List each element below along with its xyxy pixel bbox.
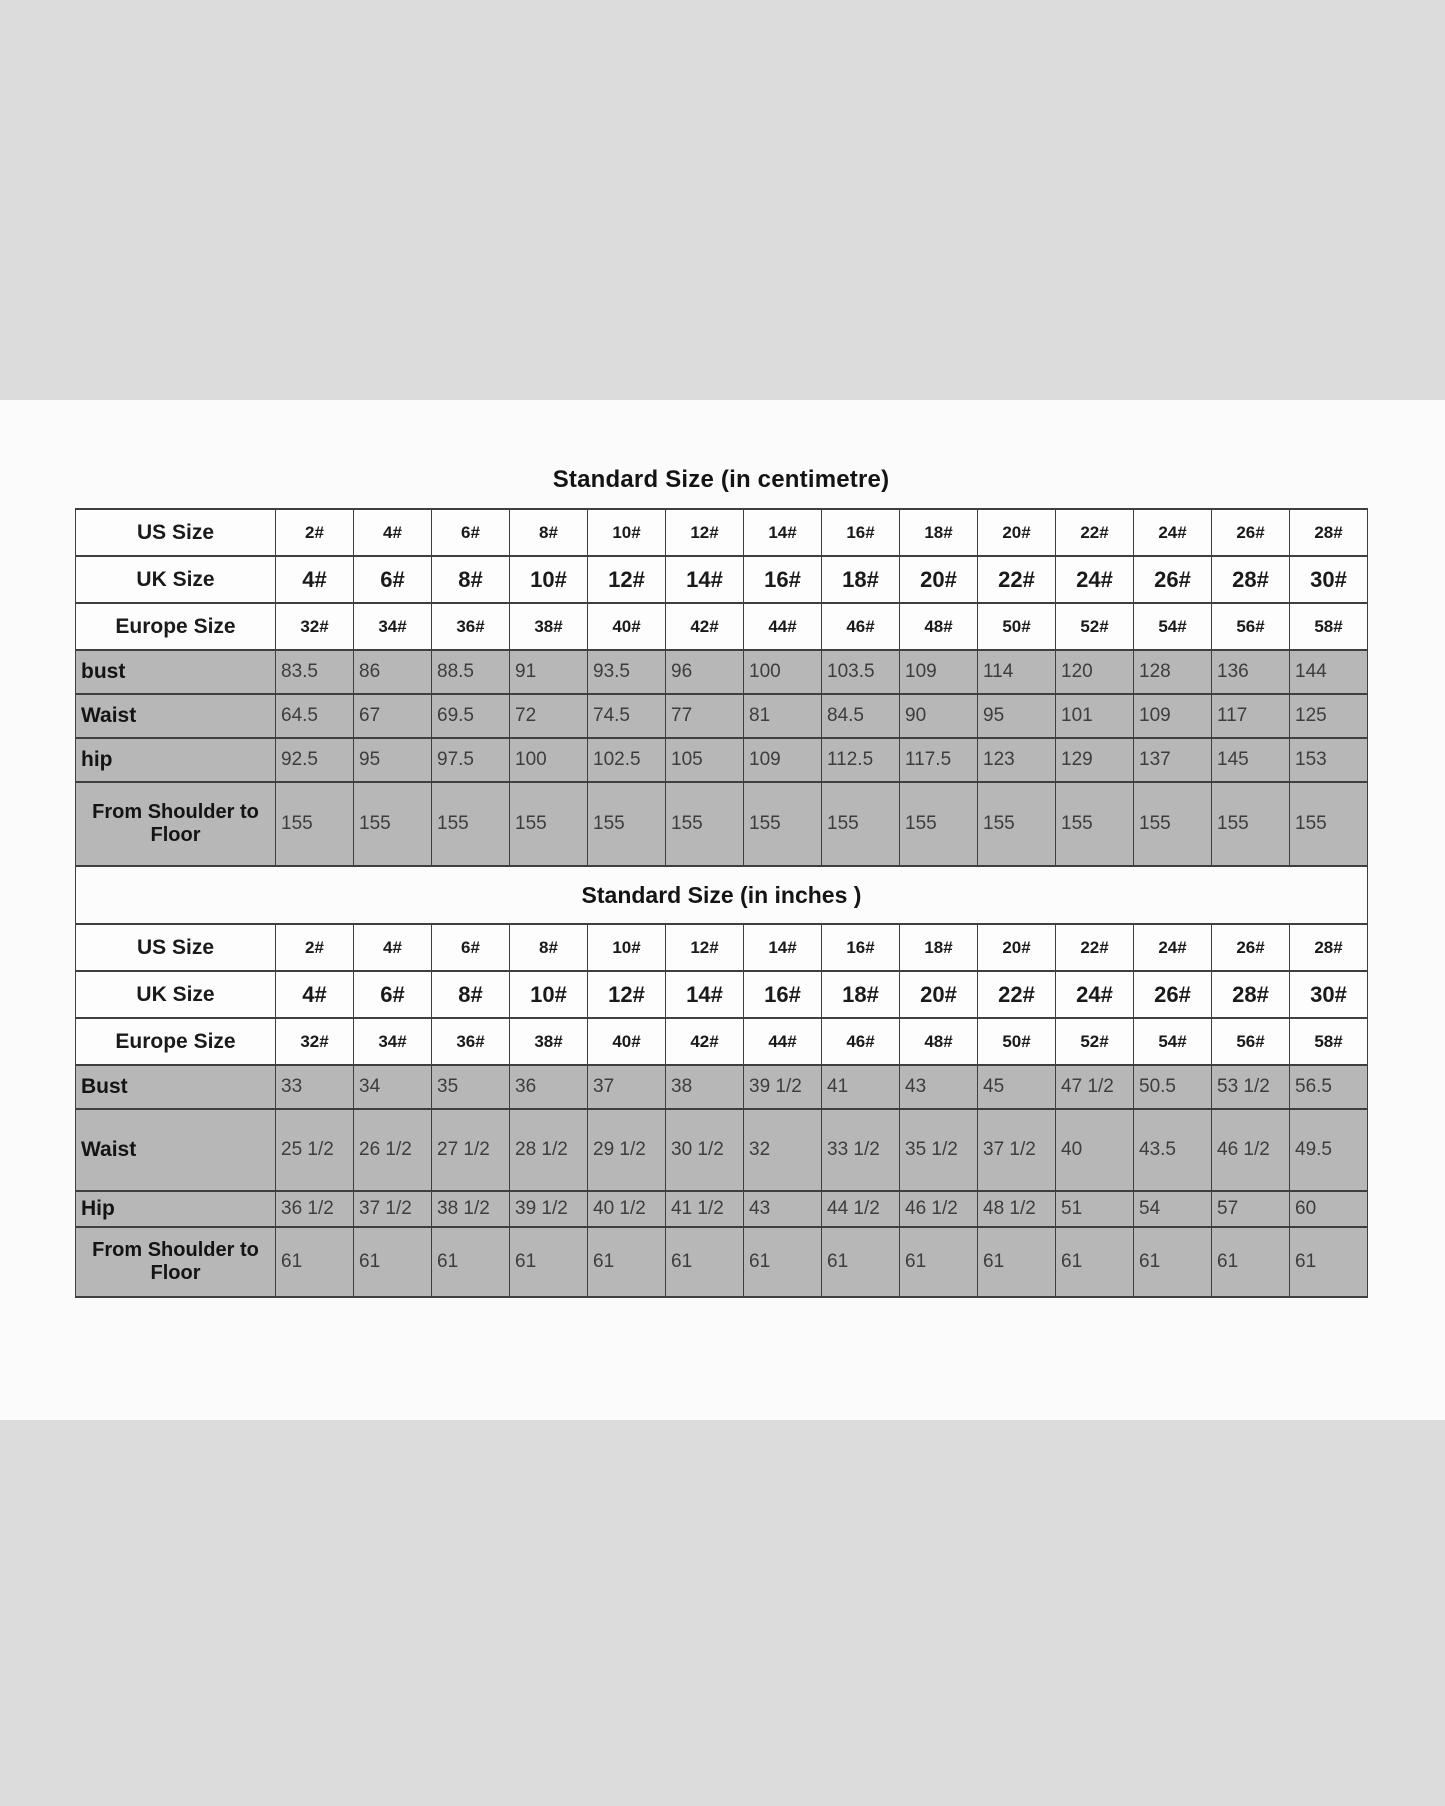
cm-bust-row-label: bust [76,650,276,694]
inch-waist-row-cell: 29 1/2 [588,1109,666,1191]
inch-europe-size-row-cell: 52# [1056,1018,1134,1065]
cm-uk-size-row-cell: 30# [1290,556,1368,603]
inch-waist-row-label: Waist [76,1109,276,1191]
cm-europe-size-row-cell: 56# [1212,603,1290,650]
inch-us-size-row-cell: 20# [978,924,1056,971]
cm-bust-row-cell: 144 [1290,650,1368,694]
cm-europe-size-row-cell: 36# [432,603,510,650]
size-chart-table [75,508,1368,1298]
inch-bust-row-cell: 45 [978,1065,1056,1109]
cm-bust-row-cell: 114 [978,650,1056,694]
inch-us-size-row-cell: 10# [588,924,666,971]
cm-hip-row-cell: 137 [1134,738,1212,782]
inch-shoulder-floor-row-cell: 61 [510,1227,588,1297]
inch-shoulder-floor-row-cell: 61 [1134,1227,1212,1297]
cm-hip-row-cell: 92.5 [276,738,354,782]
cm-europe-size-row-cell: 42# [666,603,744,650]
cm-europe-size-row-cell: 44# [744,603,822,650]
cm-table-title: Standard Size (in centimetre) [552,466,890,493]
inch-europe-size-row-cell: 44# [744,1018,822,1065]
inch-us-size-row-cell: 14# [744,924,822,971]
inch-hip-row-cell: 54 [1134,1191,1212,1227]
cm-us-size-row-cell: 8# [510,509,588,556]
inch-uk-size-row-cell: 20# [900,971,978,1018]
cm-hip-row-cell: 105 [666,738,744,782]
cm-us-size-row-cell: 4# [354,509,432,556]
cm-shoulder-floor-row-cell: 155 [354,782,432,866]
cm-waist-row-cell: 90 [900,694,978,738]
inch-hip-row-cell: 57 [1212,1191,1290,1227]
inch-hip-row-cell: 60 [1290,1191,1368,1227]
cm-shoulder-floor-row-cell: 155 [510,782,588,866]
cm-bust-row-cell: 93.5 [588,650,666,694]
cm-waist-row-cell: 67 [354,694,432,738]
inch-waist-row-cell: 28 1/2 [510,1109,588,1191]
inch-europe-size-row-cell: 54# [1134,1018,1212,1065]
inch-uk-size-row-cell: 22# [978,971,1056,1018]
inch-hip-row-cell: 39 1/2 [510,1191,588,1227]
cm-us-size-row-cell: 22# [1056,509,1134,556]
inch-europe-size-row-cell: 36# [432,1018,510,1065]
inch-europe-size-row-cell: 50# [978,1018,1056,1065]
cm-uk-size-row-label: UK Size [76,556,276,603]
inch-shoulder-floor-row-cell: 61 [900,1227,978,1297]
inch-waist-row-cell: 25 1/2 [276,1109,354,1191]
cm-uk-size-row-cell: 8# [432,556,510,603]
cm-shoulder-floor-row-cell: 155 [900,782,978,866]
cm-waist-row-cell: 81 [744,694,822,738]
cm-waist-row-cell: 117 [1212,694,1290,738]
cm-uk-size-row-cell: 4# [276,556,354,603]
inch-waist-row-cell: 37 1/2 [978,1109,1056,1191]
inch-europe-size-row-cell: 46# [822,1018,900,1065]
inch-bust-row-cell: 39 1/2 [744,1065,822,1109]
cm-shoulder-floor-row-cell: 155 [1212,782,1290,866]
cm-shoulder-floor-row-cell: 155 [588,782,666,866]
cm-europe-size-row-cell: 32# [276,603,354,650]
inch-waist-row-cell: 32 [744,1109,822,1191]
cm-waist-row-cell: 69.5 [432,694,510,738]
inch-bust-row-cell: 38 [666,1065,744,1109]
inch-waist-row-cell: 33 1/2 [822,1109,900,1191]
cm-europe-size-row-cell: 48# [900,603,978,650]
inch-bust-row-label: Bust [76,1065,276,1109]
cm-uk-size-row-cell: 20# [900,556,978,603]
cm-us-size-row-label: US Size [76,509,276,556]
cm-uk-size-row-cell: 12# [588,556,666,603]
inch-us-size-row-cell: 18# [900,924,978,971]
inch-uk-size-row-cell: 30# [1290,971,1368,1018]
cm-europe-size-row-label: Europe Size [76,603,276,650]
cm-hip-row-cell: 95 [354,738,432,782]
inch-us-size-row-cell: 6# [432,924,510,971]
inch-uk-size-row-cell: 18# [822,971,900,1018]
bottom-gray-band [0,1420,1445,1806]
inch-hip-row-cell: 41 1/2 [666,1191,744,1227]
inch-shoulder-floor-row-label: From Shoulder to Floor [76,1227,276,1297]
inch-bust-row-cell: 33 [276,1065,354,1109]
cm-shoulder-floor-row-cell: 155 [1056,782,1134,866]
cm-waist-row-label: Waist [76,694,276,738]
inch-europe-size-row-label: Europe Size [76,1018,276,1065]
cm-us-size-row-cell: 28# [1290,509,1368,556]
inch-waist-row-cell: 43.5 [1134,1109,1212,1191]
inch-hip-row-cell: 40 1/2 [588,1191,666,1227]
inch-hip-row-cell: 38 1/2 [432,1191,510,1227]
cm-us-size-row-cell: 6# [432,509,510,556]
inch-waist-row-cell: 27 1/2 [432,1109,510,1191]
cm-hip-row-cell: 102.5 [588,738,666,782]
cm-bust-row-cell: 96 [666,650,744,694]
inch-hip-row-cell: 46 1/2 [900,1191,978,1227]
cm-bust-row-cell: 120 [1056,650,1134,694]
cm-waist-row-cell: 84.5 [822,694,900,738]
inch-shoulder-floor-row-cell: 61 [666,1227,744,1297]
inch-hip-row-cell: 44 1/2 [822,1191,900,1227]
inch-shoulder-floor-row-cell: 61 [354,1227,432,1297]
inch-waist-row [76,1109,1368,1191]
cm-bust-row-cell: 103.5 [822,650,900,694]
inch-waist-row-cell: 46 1/2 [1212,1109,1290,1191]
cm-hip-row [76,738,1368,782]
inch-europe-size-row-cell: 38# [510,1018,588,1065]
cm-shoulder-floor-row-cell: 155 [978,782,1056,866]
inch-us-size-row-cell: 26# [1212,924,1290,971]
cm-shoulder-floor-row-cell: 155 [276,782,354,866]
inch-us-size-row [76,924,1368,971]
cm-uk-size-row-cell: 28# [1212,556,1290,603]
inch-hip-row-cell: 37 1/2 [354,1191,432,1227]
cm-uk-size-row-cell: 22# [978,556,1056,603]
cm-hip-row-cell: 112.5 [822,738,900,782]
inch-uk-size-row-cell: 6# [354,971,432,1018]
inch-waist-row-cell: 49.5 [1290,1109,1368,1191]
cm-bust-row-cell: 83.5 [276,650,354,694]
cm-waist-row-cell: 125 [1290,694,1368,738]
cm-shoulder-floor-row-cell: 155 [666,782,744,866]
inch-shoulder-floor-row-cell: 61 [1212,1227,1290,1297]
cm-us-size-row-cell: 10# [588,509,666,556]
inch-shoulder-floor-row-cell: 61 [744,1227,822,1297]
cm-uk-size-row [76,556,1368,603]
cm-shoulder-floor-row-cell: 155 [1290,782,1368,866]
inch-europe-size-row-cell: 48# [900,1018,978,1065]
inch-bust-row [76,1065,1368,1109]
cm-uk-size-row-cell: 16# [744,556,822,603]
cm-uk-size-row-cell: 26# [1134,556,1212,603]
inch-us-size-row-cell: 2# [276,924,354,971]
inch-uk-size-row [76,971,1368,1018]
size-table-body [76,509,1368,1297]
inch-uk-size-row-cell: 28# [1212,971,1290,1018]
cm-uk-size-row-cell: 6# [354,556,432,603]
top-gray-band [0,0,1445,400]
cm-us-size-row-cell: 26# [1212,509,1290,556]
cm-waist-row-cell: 95 [978,694,1056,738]
inch-waist-row-cell: 30 1/2 [666,1109,744,1191]
cm-us-size-row-cell: 24# [1134,509,1212,556]
cm-hip-row-cell: 153 [1290,738,1368,782]
cm-waist-row-cell: 109 [1134,694,1212,738]
cm-europe-size-row-cell: 38# [510,603,588,650]
cm-bust-row-cell: 109 [900,650,978,694]
cm-hip-row-cell: 145 [1212,738,1290,782]
cm-bust-row-cell: 128 [1134,650,1212,694]
cm-bust-row-cell: 91 [510,650,588,694]
inch-table-title: Standard Size (in inches ) [76,866,1368,924]
inch-europe-size-row-cell: 56# [1212,1018,1290,1065]
inch-us-size-row-cell: 16# [822,924,900,971]
inch-bust-row-cell: 41 [822,1065,900,1109]
inch-hip-row-cell: 51 [1056,1191,1134,1227]
inch-bust-row-cell: 56.5 [1290,1065,1368,1109]
inch-uk-size-row-cell: 14# [666,971,744,1018]
cm-bust-row-cell: 88.5 [432,650,510,694]
inch-shoulder-floor-row-cell: 61 [978,1227,1056,1297]
cm-shoulder-floor-row [76,782,1368,866]
inch-uk-size-row-cell: 26# [1134,971,1212,1018]
cm-hip-row-cell: 109 [744,738,822,782]
inch-us-size-row-cell: 8# [510,924,588,971]
size-chart-panel [0,400,1445,1420]
cm-us-size-row-cell: 18# [900,509,978,556]
inch-shoulder-floor-row-cell: 61 [432,1227,510,1297]
inch-waist-row-cell: 40 [1056,1109,1134,1191]
cm-waist-row-cell: 64.5 [276,694,354,738]
inch-us-size-row-cell: 28# [1290,924,1368,971]
cm-waist-row-cell: 74.5 [588,694,666,738]
inch-bust-row-cell: 43 [900,1065,978,1109]
inch-shoulder-floor-row-cell: 61 [588,1227,666,1297]
inch-waist-row-cell: 35 1/2 [900,1109,978,1191]
inch-uk-size-row-cell: 16# [744,971,822,1018]
inch-waist-row-cell: 26 1/2 [354,1109,432,1191]
cm-uk-size-row-cell: 18# [822,556,900,603]
cm-bust-row-cell: 100 [744,650,822,694]
inch-us-size-row-label: US Size [76,924,276,971]
inch-shoulder-floor-row-cell: 61 [1290,1227,1368,1297]
cm-uk-size-row-cell: 14# [666,556,744,603]
cm-europe-size-row-cell: 34# [354,603,432,650]
inch-europe-size-row-cell: 42# [666,1018,744,1065]
cm-hip-row-cell: 129 [1056,738,1134,782]
cm-hip-row-cell: 117.5 [900,738,978,782]
inch-bust-row-cell: 47 1/2 [1056,1065,1134,1109]
inch-uk-size-row-cell: 12# [588,971,666,1018]
cm-shoulder-floor-row-cell: 155 [822,782,900,866]
inch-europe-size-row [76,1018,1368,1065]
inch-bust-row-cell: 34 [354,1065,432,1109]
inch-bust-row-cell: 36 [510,1065,588,1109]
inch-uk-size-row-label: UK Size [76,971,276,1018]
inch-hip-row-cell: 43 [744,1191,822,1227]
inch-title-row [76,866,1368,924]
inch-hip-row-cell: 48 1/2 [978,1191,1056,1227]
inch-uk-size-row-cell: 10# [510,971,588,1018]
cm-waist-row [76,694,1368,738]
inch-europe-size-row-cell: 34# [354,1018,432,1065]
cm-uk-size-row-cell: 10# [510,556,588,603]
cm-europe-size-row-cell: 40# [588,603,666,650]
inch-uk-size-row-cell: 24# [1056,971,1134,1018]
inch-us-size-row-cell: 12# [666,924,744,971]
inch-hip-row [76,1191,1368,1227]
cm-bust-row-cell: 86 [354,650,432,694]
cm-europe-size-row-cell: 54# [1134,603,1212,650]
cm-europe-size-row [76,603,1368,650]
inch-us-size-row-cell: 22# [1056,924,1134,971]
cm-hip-row-label: hip [76,738,276,782]
inch-shoulder-floor-row [76,1227,1368,1297]
inch-europe-size-row-cell: 40# [588,1018,666,1065]
cm-us-size-row-cell: 20# [978,509,1056,556]
cm-us-size-row-cell: 14# [744,509,822,556]
cm-bust-row [76,650,1368,694]
cm-europe-size-row-cell: 58# [1290,603,1368,650]
inch-uk-size-row-cell: 8# [432,971,510,1018]
cm-hip-row-cell: 97.5 [432,738,510,782]
inch-hip-row-label: Hip [76,1191,276,1227]
cm-europe-size-row-cell: 52# [1056,603,1134,650]
inch-bust-row-cell: 37 [588,1065,666,1109]
inch-uk-size-row-cell: 4# [276,971,354,1018]
cm-waist-row-cell: 101 [1056,694,1134,738]
inch-shoulder-floor-row-cell: 61 [822,1227,900,1297]
cm-waist-row-cell: 72 [510,694,588,738]
inch-us-size-row-cell: 4# [354,924,432,971]
cm-shoulder-floor-row-cell: 155 [744,782,822,866]
cm-europe-size-row-cell: 50# [978,603,1056,650]
cm-shoulder-floor-row-cell: 155 [432,782,510,866]
inch-shoulder-floor-row-cell: 61 [1056,1227,1134,1297]
cm-europe-size-row-cell: 46# [822,603,900,650]
inch-europe-size-row-cell: 58# [1290,1018,1368,1065]
cm-waist-row-cell: 77 [666,694,744,738]
cm-us-size-row [76,509,1368,556]
inch-us-size-row-cell: 24# [1134,924,1212,971]
cm-hip-row-cell: 100 [510,738,588,782]
inch-shoulder-floor-row-cell: 61 [276,1227,354,1297]
cm-us-size-row-cell: 16# [822,509,900,556]
inch-bust-row-cell: 35 [432,1065,510,1109]
cm-bust-row-cell: 136 [1212,650,1290,694]
cm-us-size-row-cell: 12# [666,509,744,556]
inch-bust-row-cell: 50.5 [1134,1065,1212,1109]
inch-hip-row-cell: 36 1/2 [276,1191,354,1227]
cm-uk-size-row-cell: 24# [1056,556,1134,603]
cm-shoulder-floor-row-cell: 155 [1134,782,1212,866]
cm-shoulder-floor-row-label: From Shoulder to Floor [76,782,276,866]
cm-us-size-row-cell: 2# [276,509,354,556]
inch-bust-row-cell: 53 1/2 [1212,1065,1290,1109]
cm-hip-row-cell: 123 [978,738,1056,782]
inch-europe-size-row-cell: 32# [276,1018,354,1065]
